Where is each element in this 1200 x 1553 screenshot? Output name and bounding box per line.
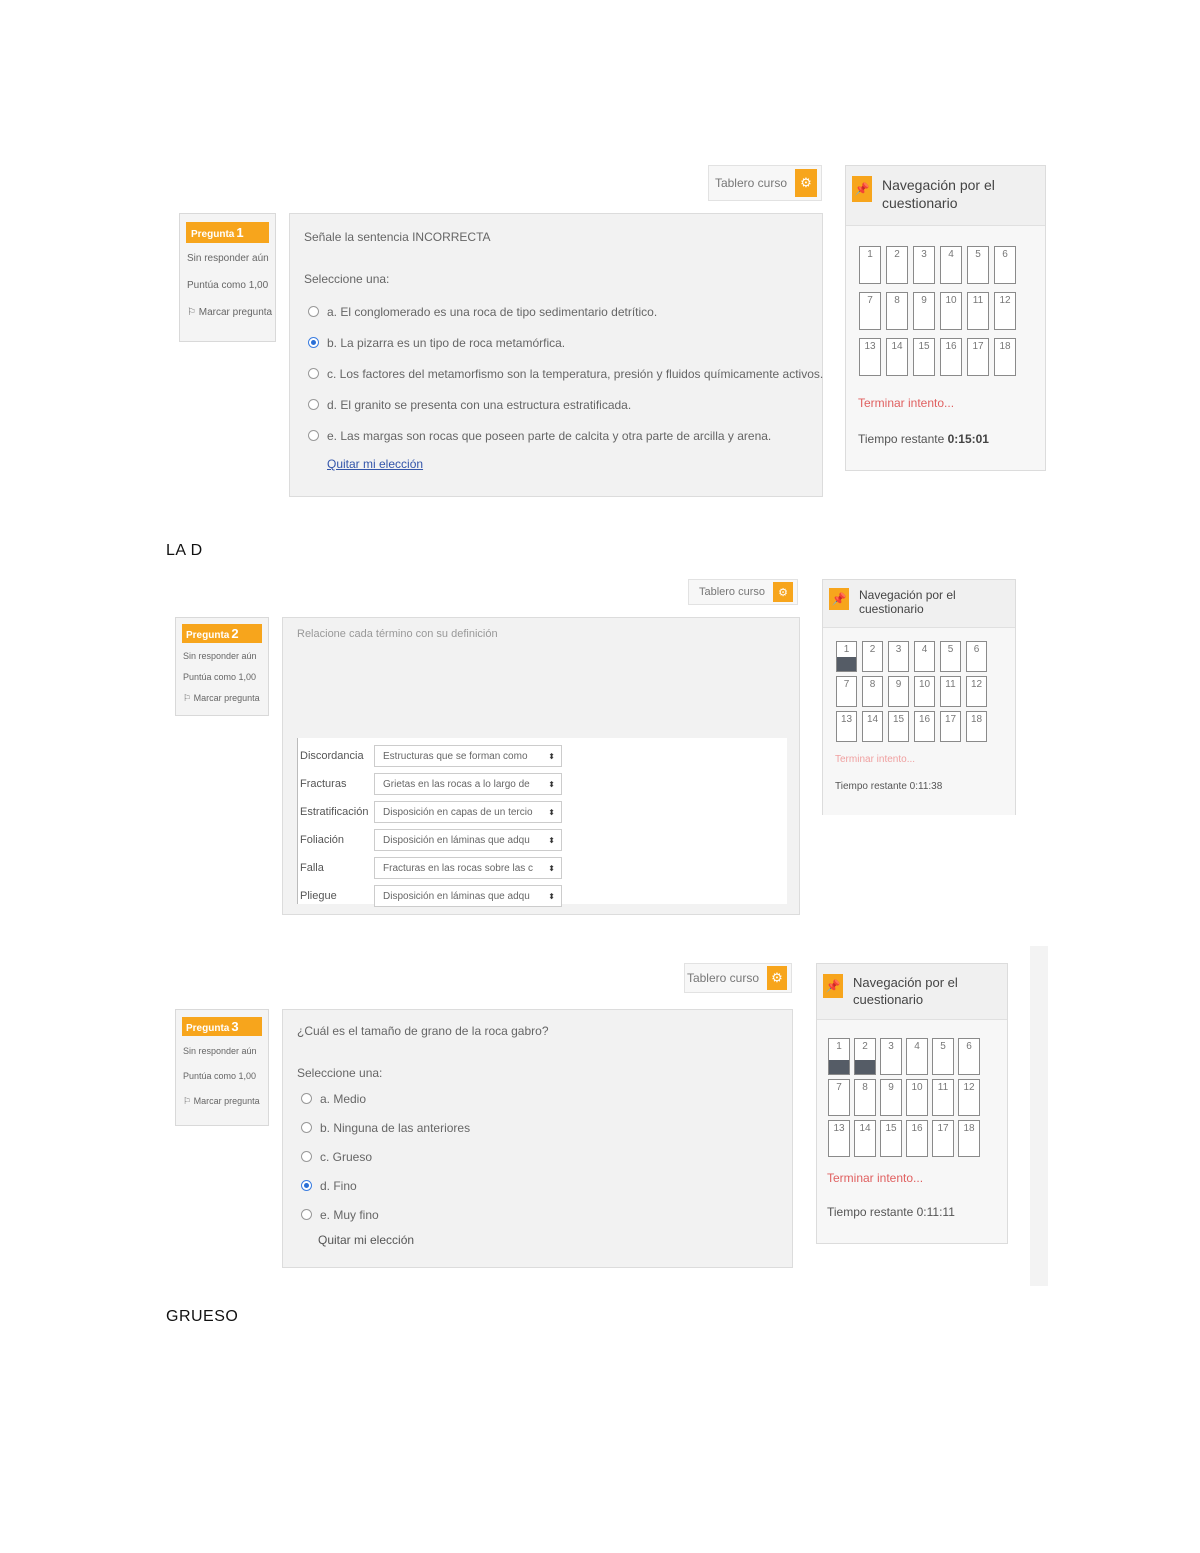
matching-select-value: Disposición en capas de un tercio bbox=[383, 806, 533, 818]
nav-question-button[interactable]: 7 bbox=[859, 292, 881, 330]
nav-question-button[interactable]: 5 bbox=[932, 1038, 954, 1075]
nav-title: Navegación por el cuestionario bbox=[882, 177, 995, 211]
nav-question-button[interactable]: 15 bbox=[880, 1120, 902, 1157]
quiz-navigation bbox=[816, 963, 1008, 1244]
dashboard-label: Tablero curso bbox=[686, 971, 759, 985]
question-number: Pregunta 1 bbox=[186, 222, 269, 243]
matching-row bbox=[298, 882, 787, 910]
time-remaining: Tiempo restante 0:11:11 bbox=[827, 1205, 955, 1219]
radio-icon[interactable] bbox=[301, 1122, 312, 1133]
question-info bbox=[175, 1009, 269, 1126]
nav-question-button[interactable]: 5 bbox=[967, 246, 989, 284]
nav-question-button[interactable]: 6 bbox=[958, 1038, 980, 1075]
flag-question-link[interactable]: ⚐ Marcar pregunta bbox=[183, 693, 260, 703]
nav-question-button[interactable]: 12 bbox=[958, 1079, 980, 1116]
nav-question-button[interactable]: 16 bbox=[914, 711, 935, 742]
dropdown-arrow-icon: ⬍ bbox=[548, 807, 555, 817]
nav-question-button[interactable]: 16 bbox=[940, 338, 962, 376]
finish-attempt-link[interactable]: Terminar intento... bbox=[835, 754, 916, 765]
nav-question-button[interactable]: 3 bbox=[913, 246, 935, 284]
question-box bbox=[282, 1009, 793, 1268]
nav-question-button[interactable]: 17 bbox=[967, 338, 989, 376]
nav-grid bbox=[836, 641, 1015, 742]
answer-option-label: b. Ninguna de las anteriores bbox=[320, 1120, 471, 1135]
answer-option[interactable] bbox=[308, 327, 822, 358]
dropdown-arrow-icon: ⬍ bbox=[548, 751, 555, 761]
matching-select[interactable] bbox=[374, 773, 562, 795]
flag-question-link[interactable]: ⚐ Marcar pregunta bbox=[183, 1096, 260, 1106]
nav-question-button[interactable]: 15 bbox=[888, 711, 909, 742]
nav-question-button[interactable]: 11 bbox=[932, 1079, 954, 1116]
matching-term: Falla bbox=[300, 862, 324, 874]
question-score: Puntúa como 1,00 bbox=[183, 1071, 257, 1081]
answer-option-label: d. Fino bbox=[320, 1178, 357, 1193]
answer-option-label: a. Medio bbox=[320, 1091, 367, 1106]
clear-choice-link[interactable]: Quitar mi elección bbox=[327, 457, 424, 471]
answer-note: LA D bbox=[166, 542, 203, 559]
nav-question-button[interactable]: 4 bbox=[914, 641, 935, 672]
matching-select-value: Fracturas en las rocas sobre las c bbox=[383, 862, 534, 874]
nav-question-button[interactable]: 9 bbox=[913, 292, 935, 330]
nav-grid bbox=[828, 1038, 1007, 1157]
question-box bbox=[289, 213, 823, 497]
nav-question-button[interactable]: 6 bbox=[966, 641, 987, 672]
answer-option-label: d. El granito se presenta con una estructura estratificada. bbox=[327, 397, 632, 412]
nav-question-button[interactable]: 4 bbox=[940, 246, 962, 284]
question-text: ¿Cuál es el tamaño de grano de la roca gabro? bbox=[297, 1024, 549, 1038]
matching-select[interactable] bbox=[374, 857, 562, 879]
matching-select[interactable] bbox=[374, 829, 562, 851]
matching-select-value: Estructuras que se forman como bbox=[383, 750, 528, 762]
nav-question-button[interactable]: 8 bbox=[886, 292, 908, 330]
matching-term: Discordancia bbox=[300, 750, 364, 762]
radio-icon[interactable] bbox=[301, 1209, 312, 1220]
answer-option[interactable] bbox=[308, 389, 822, 420]
question-score: Puntúa como 1,00 bbox=[183, 672, 257, 682]
flag-icon: ⚐ bbox=[187, 307, 199, 318]
answer-options bbox=[283, 1084, 792, 1229]
nav-question-button[interactable]: 2 bbox=[886, 246, 908, 284]
dropdown-arrow-icon: ⬍ bbox=[548, 779, 555, 789]
radio-icon[interactable] bbox=[308, 430, 319, 441]
nav-question-button[interactable]: 18 bbox=[966, 711, 987, 742]
question-info bbox=[179, 213, 276, 342]
nav-question-button[interactable]: 17 bbox=[940, 711, 961, 742]
nav-question-button[interactable]: 2 bbox=[854, 1038, 876, 1075]
gear-icon[interactable]: ⚙ bbox=[795, 169, 817, 197]
matching-term: Pliegue bbox=[300, 890, 337, 902]
nav-question-button[interactable]: 12 bbox=[994, 292, 1016, 330]
nav-question-button[interactable]: 11 bbox=[940, 676, 961, 707]
dashboard-button[interactable] bbox=[708, 165, 822, 201]
question-text: Relacione cada término con su definición bbox=[297, 628, 498, 640]
question-status: Sin responder aún bbox=[183, 1046, 257, 1056]
matching-select[interactable] bbox=[374, 801, 562, 823]
answer-option[interactable] bbox=[308, 296, 822, 327]
answer-prompt: Seleccione una: bbox=[304, 272, 390, 286]
finish-attempt-link[interactable]: Terminar intento... bbox=[858, 396, 955, 410]
nav-question-button[interactable]: 1 bbox=[859, 246, 881, 284]
nav-question-button[interactable]: 14 bbox=[886, 338, 908, 376]
nav-question-button[interactable]: 9 bbox=[888, 676, 909, 707]
nav-question-button[interactable]: 3 bbox=[880, 1038, 902, 1075]
answer-option[interactable] bbox=[301, 1171, 792, 1200]
gear-icon[interactable]: ⚙ bbox=[767, 966, 787, 990]
matching-term: Foliación bbox=[300, 834, 345, 846]
question-info bbox=[175, 617, 269, 716]
flag-icon: ⚐ bbox=[183, 1096, 194, 1106]
answer-option[interactable] bbox=[308, 358, 822, 389]
answer-option-label: c. Grueso bbox=[320, 1149, 373, 1164]
answer-option[interactable] bbox=[301, 1113, 792, 1142]
nav-question-button[interactable]: 16 bbox=[906, 1120, 928, 1157]
matching-select-value: Grietas en las rocas a lo largo de bbox=[383, 778, 530, 790]
nav-question-button[interactable]: 6 bbox=[994, 246, 1016, 284]
nav-title: Navegación por el cuestionario bbox=[853, 975, 958, 1007]
nav-question-button[interactable]: 7 bbox=[836, 676, 857, 707]
answer-option[interactable] bbox=[301, 1200, 792, 1229]
question-status: Sin responder aún bbox=[183, 651, 257, 661]
time-remaining: Tiempo restante 0:11:38 bbox=[835, 781, 943, 792]
answer-option-label: b. La pizarra es un tipo de roca metamórfica. bbox=[327, 335, 566, 350]
nav-question-button[interactable]: 7 bbox=[828, 1079, 850, 1116]
matching-row bbox=[298, 826, 787, 854]
matching-term: Estratificación bbox=[300, 806, 369, 818]
dashboard-button[interactable] bbox=[684, 963, 792, 993]
pin-icon: 📌 bbox=[852, 176, 872, 202]
clear-choice-link[interactable]: Quitar mi elección bbox=[318, 1233, 415, 1247]
nav-question-button[interactable]: 14 bbox=[862, 711, 883, 742]
matching-row bbox=[298, 798, 787, 826]
answer-option-label: e. Las margas son rocas que poseen parte de calcita y otra parte de arcilla y arena. bbox=[327, 428, 772, 443]
matching-row bbox=[298, 742, 787, 770]
answer-prompt: Seleccione una: bbox=[297, 1066, 383, 1080]
dropdown-arrow-icon: ⬍ bbox=[548, 835, 555, 845]
nav-question-button[interactable]: 10 bbox=[940, 292, 962, 330]
nav-question-button[interactable]: 10 bbox=[906, 1079, 928, 1116]
nav-question-button[interactable]: 1 bbox=[836, 641, 857, 672]
time-remaining: Tiempo restante 0:15:01 bbox=[858, 432, 989, 446]
finish-attempt-link[interactable]: Terminar intento... bbox=[827, 1171, 924, 1185]
question-number: Pregunta 2 bbox=[182, 624, 262, 643]
answer-option[interactable] bbox=[308, 420, 822, 451]
nav-question-button[interactable]: 2 bbox=[862, 641, 883, 672]
quiz-navigation bbox=[845, 165, 1046, 471]
radio-icon[interactable] bbox=[308, 337, 319, 348]
radio-icon[interactable] bbox=[308, 399, 319, 410]
nav-question-button[interactable]: 8 bbox=[862, 676, 883, 707]
nav-question-button[interactable]: 18 bbox=[958, 1120, 980, 1157]
quiz-navigation bbox=[822, 579, 1016, 815]
matching-term: Fracturas bbox=[300, 778, 347, 790]
question-status: Sin responder aún bbox=[187, 253, 269, 264]
matching-select[interactable] bbox=[374, 885, 562, 907]
flag-icon: ⚐ bbox=[183, 693, 194, 703]
nav-question-button[interactable]: 9 bbox=[880, 1079, 902, 1116]
nav-question-button[interactable]: 13 bbox=[828, 1120, 850, 1157]
nav-title: Navegación por el cuestionario bbox=[859, 588, 956, 616]
nav-question-button[interactable]: 14 bbox=[854, 1120, 876, 1157]
answer-option-label: e. Muy fino bbox=[320, 1207, 379, 1222]
answer-option-label: a. El conglomerado es una roca de tipo sedimentario detrítico. bbox=[327, 304, 658, 319]
nav-question-button[interactable]: 11 bbox=[967, 292, 989, 330]
dashboard-label: Tablero curso bbox=[714, 176, 787, 190]
nav-question-button[interactable]: 4 bbox=[906, 1038, 928, 1075]
radio-icon[interactable] bbox=[301, 1093, 312, 1104]
nav-question-button[interactable]: 12 bbox=[966, 676, 987, 707]
gear-icon[interactable]: ⚙ bbox=[773, 582, 793, 602]
pin-icon: 📌 bbox=[829, 588, 849, 610]
nav-grid bbox=[859, 246, 1045, 376]
nav-question-button[interactable]: 13 bbox=[836, 711, 857, 742]
radio-icon[interactable] bbox=[308, 368, 319, 379]
answer-option[interactable] bbox=[301, 1084, 792, 1113]
nav-question-button[interactable]: 18 bbox=[994, 338, 1016, 376]
question-score: Puntúa como 1,00 bbox=[187, 280, 269, 291]
flag-question-link[interactable]: ⚐ Marcar pregunta bbox=[187, 307, 273, 318]
nav-question-button[interactable]: 15 bbox=[913, 338, 935, 376]
dashboard-label: Tablero curso bbox=[698, 586, 765, 598]
question-number: Pregunta 3 bbox=[182, 1017, 262, 1036]
question-text: Señale la sentencia INCORRECTA bbox=[304, 230, 491, 244]
nav-question-button[interactable]: 1 bbox=[828, 1038, 850, 1075]
answer-option-label: c. Los factores del metamorfismo son la temperatura, presión y fluidos químicamente activos. bbox=[327, 366, 824, 381]
nav-question-button[interactable]: 8 bbox=[854, 1079, 876, 1116]
scroll-track bbox=[1030, 946, 1048, 1286]
answer-options bbox=[290, 296, 822, 451]
dashboard-button[interactable] bbox=[688, 579, 798, 605]
pin-icon: 📌 bbox=[823, 974, 843, 998]
nav-question-button[interactable]: 13 bbox=[859, 338, 881, 376]
matching-row bbox=[298, 770, 787, 798]
matching-select-value: Disposición en láminas que adqu bbox=[383, 834, 530, 846]
nav-question-button[interactable]: 17 bbox=[932, 1120, 954, 1157]
nav-question-button[interactable]: 10 bbox=[914, 676, 935, 707]
answer-note: GRUESO bbox=[166, 1308, 239, 1325]
nav-question-button[interactable]: 3 bbox=[888, 641, 909, 672]
radio-icon[interactable] bbox=[301, 1180, 312, 1191]
matching-select-value: Disposición en láminas que adqu bbox=[383, 890, 530, 902]
matching-table bbox=[297, 738, 787, 904]
dropdown-arrow-icon: ⬍ bbox=[548, 863, 555, 873]
answer-option[interactable] bbox=[301, 1142, 792, 1171]
nav-question-button[interactable]: 5 bbox=[940, 641, 961, 672]
question-box bbox=[282, 617, 800, 915]
matching-select[interactable] bbox=[374, 745, 562, 767]
radio-icon[interactable] bbox=[301, 1151, 312, 1162]
dropdown-arrow-icon: ⬍ bbox=[548, 891, 555, 901]
radio-icon[interactable] bbox=[308, 306, 319, 317]
matching-row bbox=[298, 854, 787, 882]
